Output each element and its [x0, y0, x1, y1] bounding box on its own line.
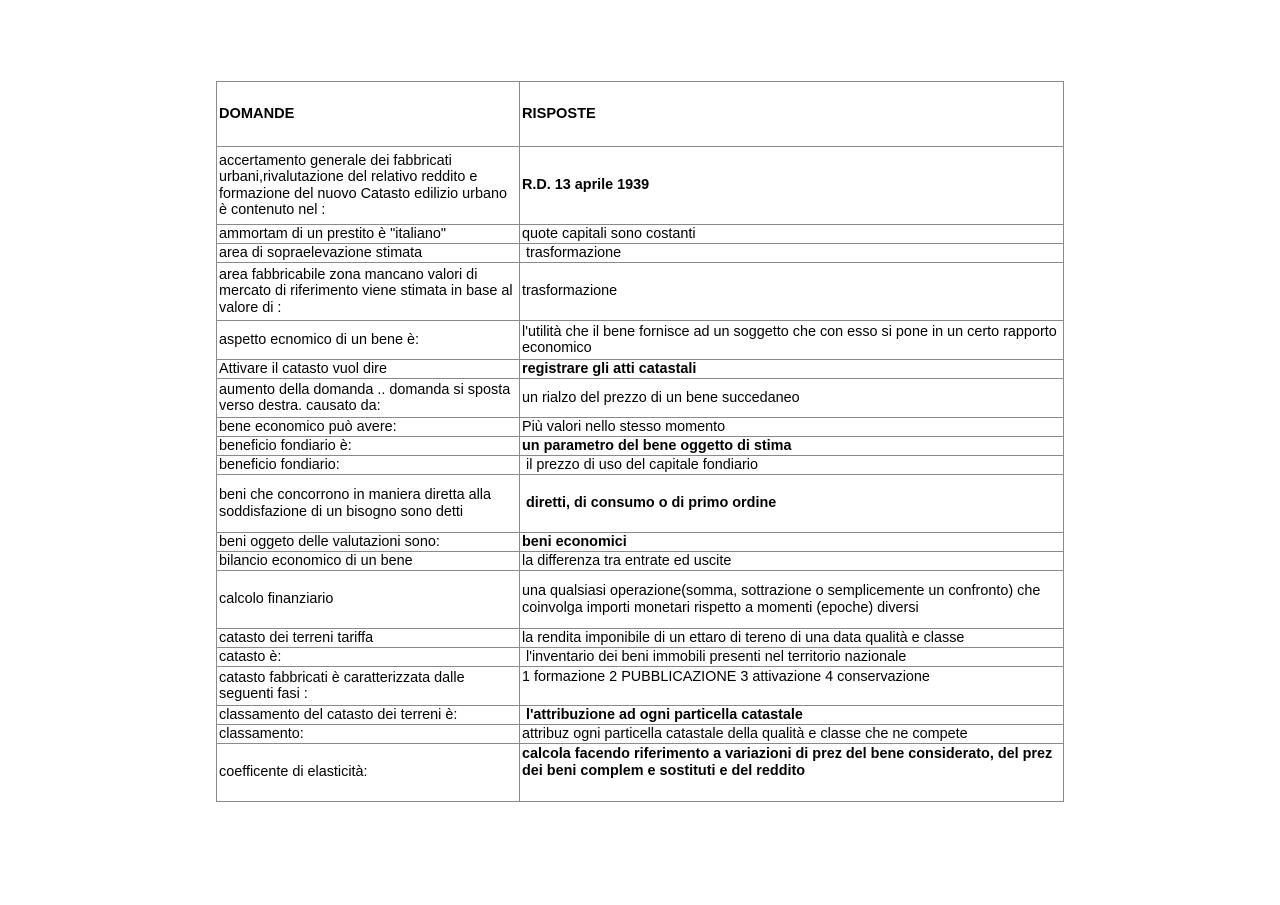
table-row	[217, 147, 1064, 225]
answer-cell: trasformazione	[520, 263, 1064, 321]
question-cell: coefficente di elasticità:	[217, 744, 520, 802]
answer-cell: attribuz ogni particella catastale della qualità e classe che ne compete	[520, 725, 1064, 744]
question-cell: area di sopraelevazione stimata	[217, 244, 520, 263]
answer-cell: l'inventario dei beni immobili presenti nel territorio nazionale	[520, 648, 1064, 667]
question-cell: beni oggeto delle valutazioni sono:	[217, 533, 520, 552]
table-row	[217, 225, 1064, 244]
table-row	[217, 533, 1064, 552]
question-cell: Attivare il catasto vuol dire	[217, 360, 520, 379]
answer-cell: l'utilità che il bene fornisce ad un soggetto che con esso si pone in un certo rapporto economico	[520, 321, 1064, 360]
answer-cell: registrare gli atti catastali	[520, 360, 1064, 379]
table-row	[217, 725, 1064, 744]
question-cell: beneficio fondiario è:	[217, 437, 520, 456]
question-cell: catasto fabbricati è caratterizzata dalle seguenti fasi :	[217, 667, 520, 706]
answer-cell: l'attribuzione ad ogni particella catastale	[520, 706, 1064, 725]
question-cell: catasto dei terreni tariffa	[217, 629, 520, 648]
table-row	[217, 706, 1064, 725]
table-row	[217, 244, 1064, 263]
question-cell: classamento del catasto dei terreni è:	[217, 706, 520, 725]
header-risposte: RISPOSTE	[520, 82, 1064, 147]
table-header-row	[217, 82, 1064, 147]
question-cell: calcolo finanziario	[217, 571, 520, 629]
table-row	[217, 418, 1064, 437]
table-row	[217, 456, 1064, 475]
question-cell: beni che concorrono in maniera diretta alla soddisfazione di un bisogno sono detti	[217, 475, 520, 533]
question-cell: catasto è:	[217, 648, 520, 667]
question-cell: beneficio fondiario:	[217, 456, 520, 475]
answer-cell: 1 formazione 2 PUBBLICAZIONE 3 attivazione 4 conservazione	[520, 667, 1064, 706]
answer-cell: un rialzo del prezzo di un bene succedaneo	[520, 379, 1064, 418]
qa-table	[216, 81, 1064, 802]
question-cell: aspetto ecnomico di un bene è:	[217, 321, 520, 360]
answer-cell: beni economici	[520, 533, 1064, 552]
answer-cell: una qualsiasi operazione(somma, sottrazione o semplicemente un confronto) che coinvolga importi monetari rispetto a momenti (epoche) diversi	[520, 571, 1064, 629]
answer-cell: trasformazione	[520, 244, 1064, 263]
table-row	[217, 571, 1064, 629]
table-row	[217, 263, 1064, 321]
table-row	[217, 648, 1064, 667]
table-row	[217, 360, 1064, 379]
table-row	[217, 379, 1064, 418]
question-cell: bilancio economico di un bene	[217, 552, 520, 571]
table-row	[217, 552, 1064, 571]
question-cell: area fabbricabile zona mancano valori di mercato di riferimento viene stimata in base al valore di :	[217, 263, 520, 321]
answer-cell: calcola facendo riferimento a variazioni di prez del bene considerato, del prez dei beni complem e sostituti e del reddito	[520, 744, 1064, 802]
answer-cell: R.D. 13 aprile 1939	[520, 147, 1064, 225]
question-cell: classamento:	[217, 725, 520, 744]
answer-cell: la differenza tra entrate ed uscite	[520, 552, 1064, 571]
table-row	[217, 629, 1064, 648]
answer-cell: un parametro del bene oggetto di stima	[520, 437, 1064, 456]
question-cell: accertamento generale dei fabbricati urbani,rivalutazione del relativo reddito e formazione del nuovo Catasto edilizio urbano è contenuto nel :	[217, 147, 520, 225]
answer-cell: la rendita imponibile di un ettaro di tereno di una data qualità e classe	[520, 629, 1064, 648]
answer-cell: il prezzo di uso del capitale fondiario	[520, 456, 1064, 475]
header-domande: DOMANDE	[217, 82, 520, 147]
table-row	[217, 437, 1064, 456]
answer-cell: quote capitali sono costanti	[520, 225, 1064, 244]
answer-cell: Più valori nello stesso momento	[520, 418, 1064, 437]
table-row	[217, 667, 1064, 706]
question-cell: aumento della domanda .. domanda si sposta verso destra. causato da:	[217, 379, 520, 418]
table-row	[217, 321, 1064, 360]
table-row	[217, 475, 1064, 533]
table-row	[217, 744, 1064, 802]
question-cell: bene economico può avere:	[217, 418, 520, 437]
answer-cell: diretti, di consumo o di primo ordine	[520, 475, 1064, 533]
question-cell: ammortam di un prestito è "italiano"	[217, 225, 520, 244]
